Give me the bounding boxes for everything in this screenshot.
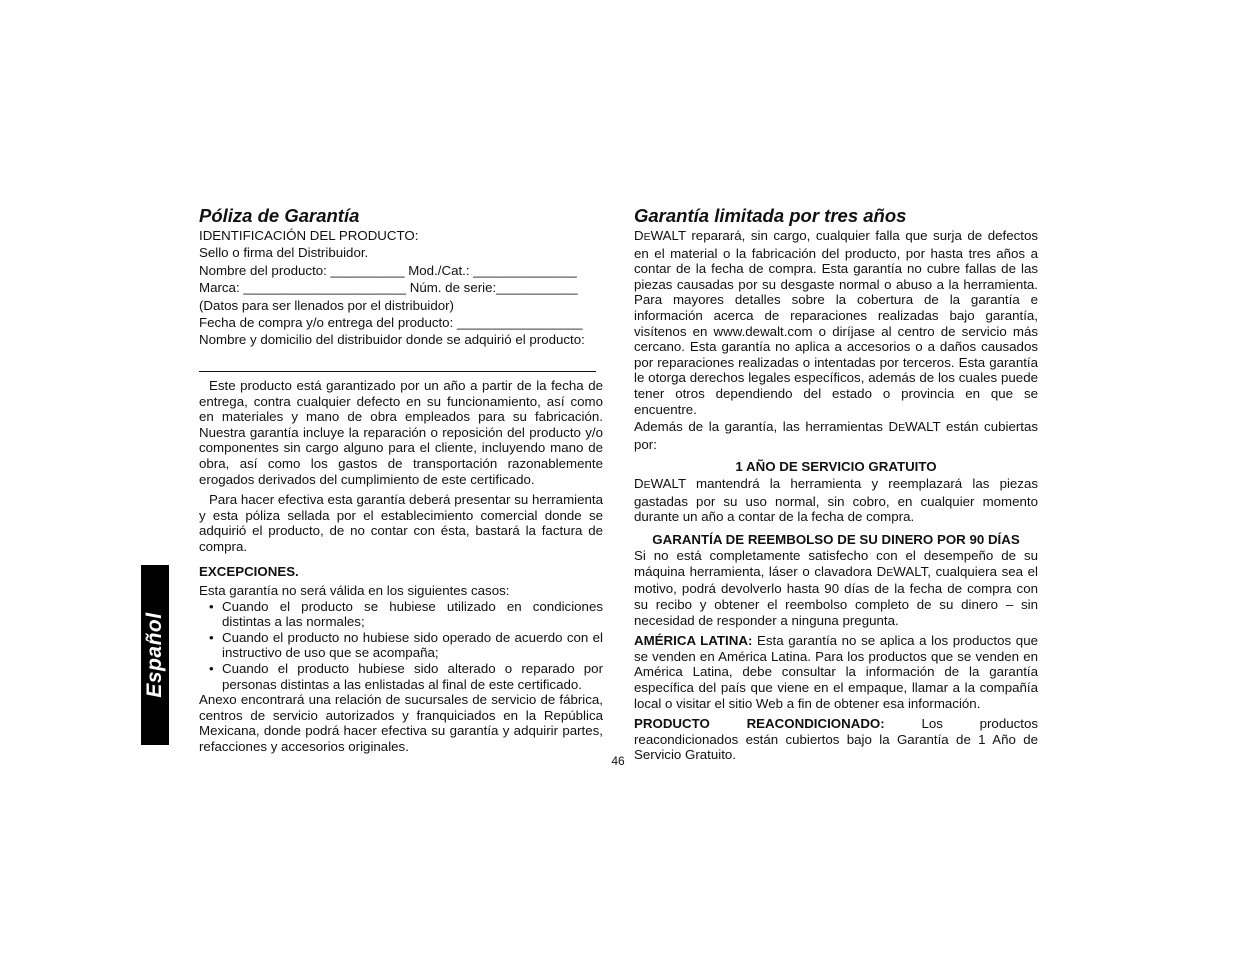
- annex-paragraph: Anexo encontrará una relación de sucursales de servicio de fábrica, centros de servicio autorizados y franquiciados en la República Mexicana, donde podrá hacer efectiva su garantía y adquirir partes, refacciones y accesorios originales.: [199, 692, 603, 754]
- free-service-paragraph: DEWALT mantendrá la herramienta y reemplazará las piezas gastadas por su uso normal, sin cobro, en cualquier momento durante un año a contar de la fecha de compra.: [634, 475, 1038, 525]
- form-line: Nombre del producto: __________ Mod./Cat.: ______________: [199, 262, 577, 278]
- form-line: IDENTIFICACIÓN DEL PRODUCTO:: [199, 228, 419, 243]
- limited-warranty-column: [634, 205, 1038, 763]
- reconditioned-label: PRODUCTO REACONDICIONADO:: [634, 716, 885, 732]
- latin-america-paragraph: AMÉRICA LATINA: Esta garantía no se aplica a los productos que se venden en América Latina. Para los productos que se venden en América Latina, debe consultar la información de la garantía específica del país que viene en el empaque, llamar a la compañía local o visitar el sitio Web a fin de obtener esa información.: [634, 633, 1038, 711]
- exceptions-list: [199, 599, 603, 693]
- language-label: Español: [143, 612, 166, 698]
- money-back-heading: GARANTÍA DE REEMBOLSO DE SU DINERO POR 90 DÍAS: [652, 531, 1020, 547]
- form-line: Nombre y domicilio del distribuidor donde se adquirió el producto:: [199, 332, 585, 348]
- reconditioned-paragraph: PRODUCTO REACONDICIONADO: Los productos reacondicionados están cubiertos bajo la Garantía de 1 Año de Servicio Gratuito.: [634, 716, 1038, 763]
- form-line: (Datos para ser llenados por el distribuidor): [199, 297, 454, 313]
- limited-warranty-paragraph: DEWALT reparará, sin cargo, cualquier falla que surja de defectos en el material o la fabricación del producto, por hasta tres años a contar de la fecha de compra. Esta garantía no cubre fallas de las piezas causadas por su desgaste normal o abuso a la herramienta. Para mayores detalles sobre la cobertura de la garantía e información acerca de reparaciones realizadas bajo garantía, visítenos en www.dewalt.com o diríjase al centro de servicio más cercano. Esta garantía no aplica a accesorios o a daños causados por reparaciones realizadas o intentadas por terceros. Esta garantía le otorga derechos legales específicos, además de los cuales puede tener otros dependiendo del estado o provincia en que se encuentre.: [634, 228, 1038, 417]
- money-back-paragraph: Si no está completamente satisfecho con el desempeño de su máquina herramienta, láser o clavadora DEWALT, cualquiera sea el motivo, podrá devolverlo hasta 90 días de la fecha de compra con su recibo y obtener el reembolso completo de su dinero – sin necesidad de responder a ninguna pregunta.: [634, 548, 1039, 628]
- form-line: Fecha de compra y/o entrega del producto: _________________: [199, 314, 583, 330]
- language-side-tab: [141, 565, 169, 745]
- brand-name: DEWALT: [888, 419, 941, 435]
- warranty-policy-column: [199, 205, 603, 755]
- exceptions-heading: EXCEPCIONES.: [199, 564, 299, 580]
- warranty-paragraph: Este producto está garantizado por un año a partir de la fecha de entrega, contra cualquier defecto en su funcionamiento, así como en materiales y mano de obra empleados para su fabricación. Nuestra garantía incluye la reparación o reposición del producto y/o componentes sin cargo alguno para el cliente, incluyendo mano de obra, así como los gastos de transportación razonablemente erogados derivados del cumplimiento de este certificado.: [199, 377, 603, 487]
- form-line: Marca: ______________________ Núm. de serie:___________: [199, 280, 578, 296]
- list-item: • Cuando el producto no hubiese sido operado de acuerdo con el instructivo de uso que se acompaña;: [199, 630, 603, 661]
- signature-rule: [199, 371, 596, 372]
- brand-name: DEWALT: [634, 475, 686, 491]
- page-number: 46: [611, 754, 625, 768]
- form-line: Sello o firma del Distribuidor.: [199, 245, 369, 261]
- exceptions-intro: Esta garantía no será válida en los siguientes casos:: [199, 583, 510, 599]
- latin-america-label: AMÉRICA LATINA:: [634, 633, 753, 649]
- list-item: • Cuando el producto se hubiese utilizado en condiciones distintas a las normales;: [199, 599, 603, 630]
- brand-name: DEWALT: [876, 563, 928, 579]
- warranty-policy-title: Póliza de Garantía: [199, 205, 360, 226]
- list-item: • Cuando el producto hubiese sido alterado o reparado por personas distintas a las enlistadas al final de este certificado.: [199, 661, 603, 692]
- limited-warranty-title: Garantía limitada por tres años: [634, 205, 907, 226]
- coverage-intro: Además de la garantía, las herramientas DEWALT están cubiertas por:: [634, 419, 1039, 452]
- brand-name: DEWALT: [634, 228, 686, 243]
- free-service-heading: 1 AÑO DE SERVICIO GRATUITO: [735, 459, 937, 475]
- claim-paragraph: Para hacer efectiva esta garantía deberá presentar su herramienta y esta póliza sellada por el establecimiento comercial donde se adquirió el producto, de no contar con ésta, bastará la factura de compra.: [199, 492, 603, 554]
